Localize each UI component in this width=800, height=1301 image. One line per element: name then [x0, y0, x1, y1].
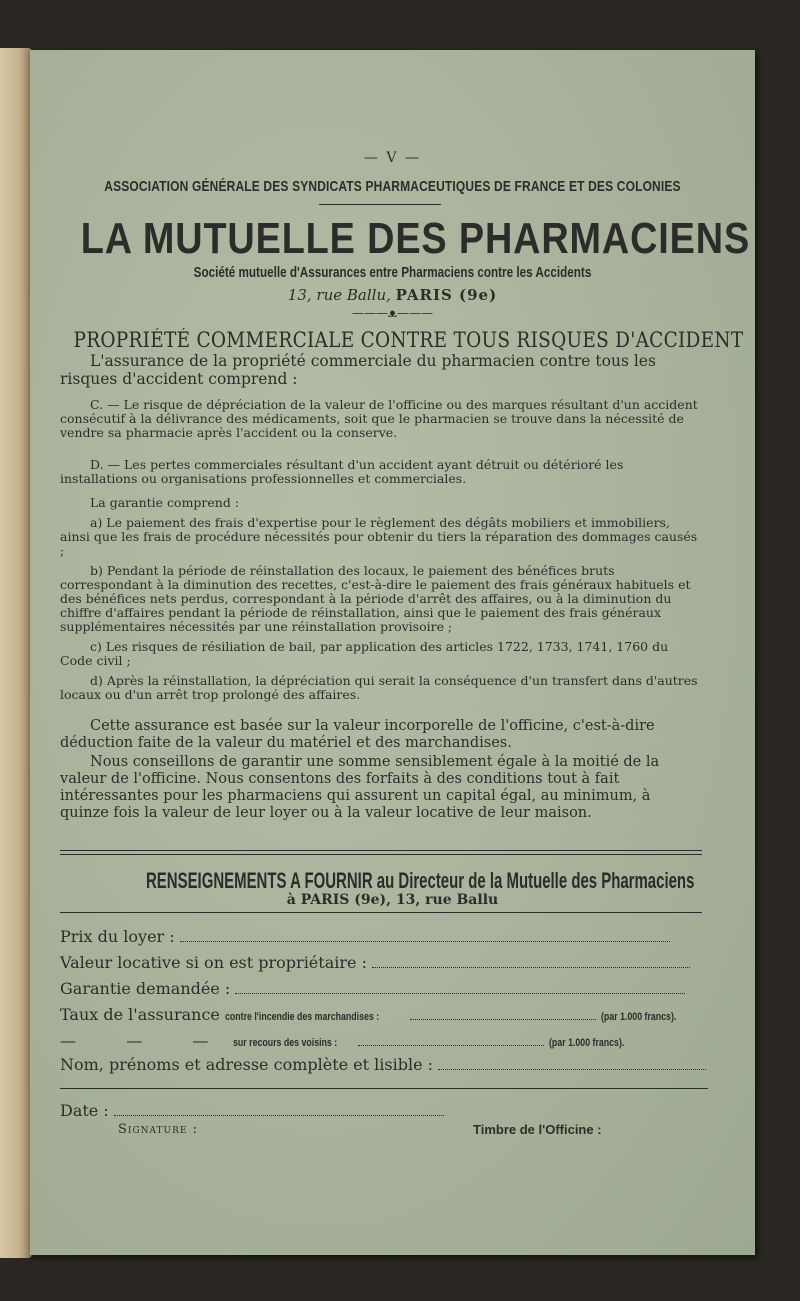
address-city: PARIS (9e)	[395, 286, 498, 304]
field-loyer-blank	[180, 929, 670, 942]
field-taux-blank1	[410, 1007, 596, 1020]
field-valeur	[60, 953, 690, 972]
paragraph-d: D. — Les pertes commerciales résultant d'un accident ayant détruit ou détérioré les installations ou organisations professionnelles et commerciales.	[60, 457, 624, 486]
address-line	[30, 286, 755, 304]
field-taux	[60, 1005, 681, 1024]
nom-continuation-rule	[60, 1088, 708, 1089]
item-a: a) Le paiement des frais d'expertise pour le règlement des dégâts mobiliers et immobiliers, ainsi que les frais de procédure nécessités pour obtenir du tiers la réparation des dommages causés ;	[60, 515, 698, 558]
timbre-label: Timbre de l'Officine :	[473, 1122, 602, 1137]
field-nom	[60, 1055, 706, 1074]
field-taux-label: Taux de l'assurance	[60, 1005, 220, 1024]
dash-2: —	[126, 1031, 143, 1050]
form-heading: RENSEIGNEMENTS A FOURNIR au Directeur de la Mutuelle des Pharmaciens	[146, 868, 695, 893]
garantie-intro: La garantie comprend :	[90, 495, 240, 510]
field-date-label: Date :	[60, 1101, 109, 1120]
field-taux-unit2: (par 1.000 francs).	[548, 1037, 625, 1049]
field-taux-sub2: sur recours des voisins :	[232, 1037, 337, 1049]
field-nom-label: Nom, prénoms et adresse complète et lisible :	[60, 1055, 434, 1074]
field-date	[60, 1101, 444, 1120]
intro-paragraph: L'assurance de la propriété commerciale du pharmacien contre tous les risques d'accident comprend :	[60, 352, 656, 388]
header-rule	[319, 204, 441, 205]
signature-label: Signature :	[118, 1122, 198, 1137]
field-garantie-blank	[235, 981, 685, 994]
paragraph-conseil: Nous conseillons de garantir une somme sensiblement égale à la moitié de la valeur de l'officine. Nous consentons des forfaits à des conditions tout à fait intéressantes pour les pharmaciens qui assurent un capital égal, au minimum, à quinze fois la valeur de leur loyer ou à la valeur locative de leur maison.	[60, 754, 660, 821]
section-heading: PROPRIÉTÉ COMMERCIALE CONTRE TOUS RISQUES D'ACCIDENT	[73, 328, 744, 352]
field-garantie	[60, 979, 685, 998]
form-rule	[60, 912, 702, 913]
dash-3: —	[192, 1031, 209, 1050]
ornament-divider: ———ᴥ———	[352, 306, 433, 320]
field-taux-blank2	[358, 1033, 544, 1046]
main-title: LA MUTUELLE DES PHARMACIENS	[80, 214, 751, 263]
association-header: ASSOCIATION GÉNÉRALE DES SYNDICATS PHARMACEUTIQUES DE FRANCE ET DES COLONIES	[104, 178, 681, 195]
item-d: d) Après la réinstallation, la dépréciation qui serait la conséquence d'un transfert dans d'autres locaux ou d'un arrêt trop prolongé des affaires.	[60, 673, 698, 702]
field-loyer	[60, 927, 670, 946]
field-valeur-label: Valeur locative si on est propriétaire :	[60, 953, 367, 972]
subtitle: Société mutuelle d'Assurances entre Pharmaciens contre les Accidents	[193, 264, 592, 281]
field-taux-2	[60, 1031, 629, 1050]
form-double-rule	[60, 850, 702, 855]
item-b: b) Pendant la période de réinstallation des locaux, le paiement des bénéfices bruts correspondant à la diminution des recettes, c'est-à-dire le paiement des frais généraux habituels et des bénéfices nets perdus, correspondant à la période d'arrêt des affaires, ou à la diminution du chiffre d'affaires pendant la période de réinstallation, ainsi que le paiement des frais généraux supplémentaires nécessités par une réinstallation provisoire ;	[60, 563, 691, 634]
item-c: c) Les risques de résiliation de bail, par application des articles 1722, 1733, 1741, 1760 du Code civil ;	[60, 639, 669, 668]
paragraph-c: C. — Le risque de dépréciation de la valeur de l'officine ou des marques résultant d'un accident consécutif à la délivrance des médicaments, soit que le pharmacien se trouve dans la nécessité de vendre sa pharmacie après l'accident ou la conserve.	[60, 397, 698, 440]
document-page	[30, 50, 755, 1255]
field-taux-unit1: (par 1.000 francs).	[601, 1011, 677, 1023]
field-taux-sub1: contre l'incendie des marchandises :	[224, 1011, 380, 1023]
field-date-blank	[114, 1103, 444, 1116]
field-loyer-label: Prix du loyer :	[60, 927, 175, 946]
book-spine-edge	[0, 48, 32, 1258]
page-number: — V —	[363, 150, 421, 166]
address-street: 13, rue Ballu,	[287, 286, 391, 304]
paragraph-base: Cette assurance est basée sur la valeur incorporelle de l'officine, c'est-à-dire déduction faite de la valeur du matériel et des marchandises.	[60, 718, 655, 751]
body-text	[60, 352, 700, 822]
field-valeur-blank	[372, 955, 690, 968]
form-address: à PARIS (9e), 13, rue Ballu	[286, 892, 499, 908]
field-nom-blank	[438, 1057, 706, 1070]
field-garantie-label: Garantie demandée :	[60, 979, 231, 998]
dash-1: —	[60, 1031, 76, 1050]
